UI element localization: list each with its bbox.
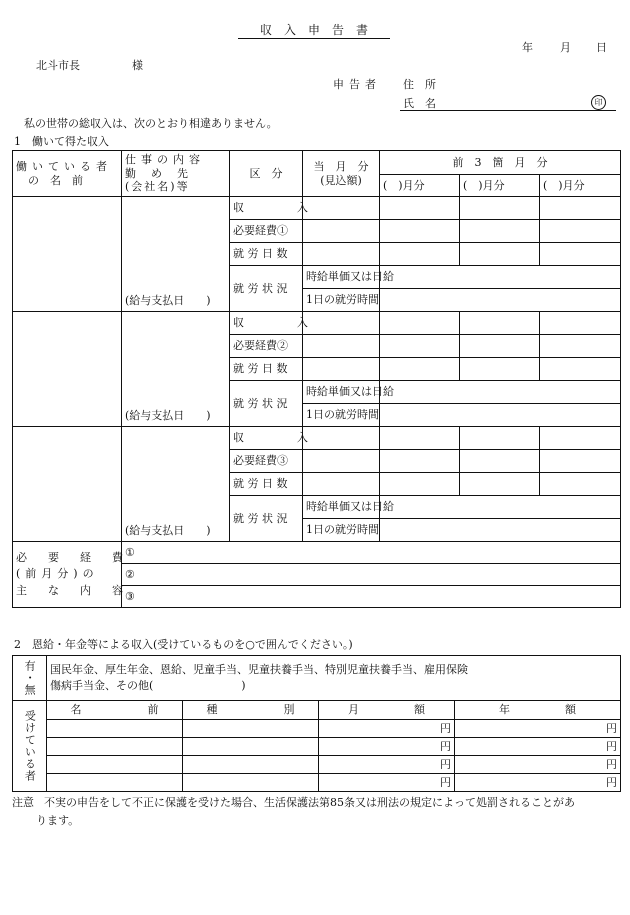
row-label: 就 労 状 況 xyxy=(230,266,303,312)
input-cell[interactable] xyxy=(380,335,460,358)
input-cell[interactable] xyxy=(303,243,380,266)
expense-item-1[interactable]: ① xyxy=(122,542,621,564)
input-cell[interactable] xyxy=(380,266,621,289)
pension-type-field[interactable] xyxy=(183,738,319,756)
month-1-header: ( )月分 xyxy=(380,175,460,197)
row-label: 必要経費③ xyxy=(230,450,303,473)
input-cell[interactable] xyxy=(540,335,621,358)
date-month: 月 xyxy=(560,41,571,54)
pension-name-field[interactable] xyxy=(47,756,183,774)
input-cell[interactable] xyxy=(303,358,380,381)
input-cell[interactable] xyxy=(540,312,621,335)
month-3-header: ( )月分 xyxy=(540,175,621,197)
input-cell[interactable] xyxy=(303,197,380,220)
col-kubun: 区 分 xyxy=(230,151,303,197)
input-cell[interactable] xyxy=(460,427,540,450)
note-label: 注意 xyxy=(12,796,34,809)
row-label: 必要経費② xyxy=(230,335,303,358)
row-label: 就 労 日 数 xyxy=(230,473,303,496)
yes-no-label[interactable]: 有・無 xyxy=(13,656,47,701)
declaration-text: 私の世帯の総収入は、次のとおり相違ありません。 xyxy=(24,117,278,130)
input-cell[interactable] xyxy=(460,197,540,220)
seal-mark: 印 xyxy=(591,95,606,110)
input-cell[interactable] xyxy=(540,473,621,496)
input-cell[interactable] xyxy=(460,473,540,496)
status-sub-label: 時給単価又は日給 xyxy=(303,381,380,404)
annual-amount-field[interactable]: 円 xyxy=(455,774,621,792)
input-cell[interactable] xyxy=(380,519,621,542)
name-underline xyxy=(400,110,616,111)
col-type: 種 別 xyxy=(183,701,319,720)
worker-name-field-2[interactable] xyxy=(13,312,122,427)
name-label: 氏 名 xyxy=(403,97,436,110)
input-cell[interactable] xyxy=(303,312,380,335)
status-sub-label: 1日の就労時間 xyxy=(303,289,380,312)
input-cell[interactable] xyxy=(303,335,380,358)
input-cell[interactable] xyxy=(380,381,621,404)
title-underline xyxy=(238,38,390,39)
input-cell[interactable] xyxy=(380,427,460,450)
date-day: 日 xyxy=(596,41,607,54)
row-label: 就 労 状 況 xyxy=(230,496,303,542)
row-label: 就 労 状 況 xyxy=(230,381,303,427)
col-current-month: 当 月 分 (見込額) xyxy=(303,151,380,197)
pension-income-table xyxy=(12,655,621,792)
monthly-amount-field[interactable]: 円 xyxy=(319,720,455,738)
input-cell[interactable] xyxy=(460,358,540,381)
address-label: 住 所 xyxy=(403,78,436,91)
work-content-field-3[interactable]: (給与支払日 ) xyxy=(122,427,230,542)
input-cell[interactable] xyxy=(380,243,460,266)
monthly-amount-field[interactable]: 円 xyxy=(319,774,455,792)
work-income-table xyxy=(12,150,621,608)
col-monthly: 月 額 xyxy=(319,701,455,720)
work-content-field-1[interactable]: (給与支払日 ) xyxy=(122,197,230,312)
row-label: 必要経費① xyxy=(230,220,303,243)
honorific: 様 xyxy=(132,59,143,72)
input-cell[interactable] xyxy=(460,220,540,243)
pension-type-field[interactable] xyxy=(183,720,319,738)
addressee: 北斗市長 xyxy=(36,59,80,72)
input-cell[interactable] xyxy=(460,335,540,358)
note-line-2: ります。 xyxy=(36,814,80,827)
input-cell[interactable] xyxy=(380,358,460,381)
input-cell[interactable] xyxy=(303,427,380,450)
month-2-header: ( )月分 xyxy=(460,175,540,197)
annual-amount-field[interactable]: 円 xyxy=(455,720,621,738)
expense-content-label: 必 要 経 費 (前月分)の 主 な 内 容 xyxy=(13,542,122,608)
pension-name-field[interactable] xyxy=(47,738,183,756)
status-sub-label: 1日の就労時間 xyxy=(303,404,380,427)
date-year: 年 xyxy=(522,41,533,54)
col-work-content: 仕事の内容 勤 め 先 (会社名)等 xyxy=(122,151,230,197)
annual-amount-field[interactable]: 円 xyxy=(455,756,621,774)
input-cell[interactable] xyxy=(540,197,621,220)
row-label: 就 労 日 数 xyxy=(230,243,303,266)
row-label: 就 労 日 数 xyxy=(230,358,303,381)
input-cell[interactable] xyxy=(540,427,621,450)
monthly-amount-field[interactable]: 円 xyxy=(319,738,455,756)
work-content-field-2[interactable]: (給与支払日 ) xyxy=(122,312,230,427)
input-cell[interactable] xyxy=(540,450,621,473)
status-sub-label: 時給単価又は日給 xyxy=(303,266,380,289)
pension-types[interactable]: 国民年金、厚生年金、恩給、児童手当、児童扶養手当、特別児童扶養手当、雇用保険 傷病手当金、その他( ) xyxy=(47,656,621,701)
monthly-amount-field[interactable]: 円 xyxy=(319,756,455,774)
input-cell[interactable] xyxy=(380,312,460,335)
expense-item-2[interactable]: ② xyxy=(122,564,621,586)
pension-name-field[interactable] xyxy=(47,774,183,792)
input-cell[interactable] xyxy=(380,496,621,519)
input-cell[interactable] xyxy=(380,404,621,427)
expense-item-3[interactable]: ③ xyxy=(122,586,621,608)
worker-name-field-3[interactable] xyxy=(13,427,122,542)
section2-title: 2 恩給・年金等による収入(受けているものを○で囲んでください。) xyxy=(14,638,353,651)
input-cell[interactable] xyxy=(460,243,540,266)
pension-name-field[interactable] xyxy=(47,720,183,738)
section1-title: 1 働いて得た収入 xyxy=(14,135,109,148)
row-label: 収 入 xyxy=(230,427,303,450)
col-annual: 年 額 xyxy=(455,701,621,720)
row-label: 収 入 xyxy=(230,312,303,335)
input-cell[interactable] xyxy=(380,289,621,312)
pension-type-field[interactable] xyxy=(183,756,319,774)
input-cell[interactable] xyxy=(460,450,540,473)
input-cell[interactable] xyxy=(540,358,621,381)
input-cell[interactable] xyxy=(540,220,621,243)
col-prev-3-months: 前 3 箇 月 分 xyxy=(380,151,621,175)
col-name: 名 前 xyxy=(47,701,183,720)
page-title: 収 入 申 告 書 xyxy=(259,23,368,37)
status-sub-label: 時給単価又は日給 xyxy=(303,496,380,519)
input-cell[interactable] xyxy=(380,220,460,243)
input-cell[interactable] xyxy=(303,473,380,496)
input-cell[interactable] xyxy=(540,243,621,266)
annual-amount-field[interactable]: 円 xyxy=(455,738,621,756)
worker-name-field-1[interactable] xyxy=(13,197,122,312)
col-worker-name: 働いている者 の 名 前 xyxy=(13,151,122,197)
applicant-label: 申告者 xyxy=(333,78,381,91)
pension-type-field[interactable] xyxy=(183,774,319,792)
input-cell[interactable] xyxy=(380,450,460,473)
recipient-label: 受けている者 xyxy=(13,701,47,792)
row-label: 収 入 xyxy=(230,197,303,220)
input-cell[interactable] xyxy=(303,450,380,473)
input-cell[interactable] xyxy=(303,220,380,243)
input-cell[interactable] xyxy=(380,197,460,220)
status-sub-label: 1日の就労時間 xyxy=(303,519,380,542)
input-cell[interactable] xyxy=(380,473,460,496)
input-cell[interactable] xyxy=(460,312,540,335)
note-line-1: 不実の申告をして不正に保護を受けた場合、生活保護法第85条又は刑法の規定によって処罰されることがあ xyxy=(44,796,575,809)
